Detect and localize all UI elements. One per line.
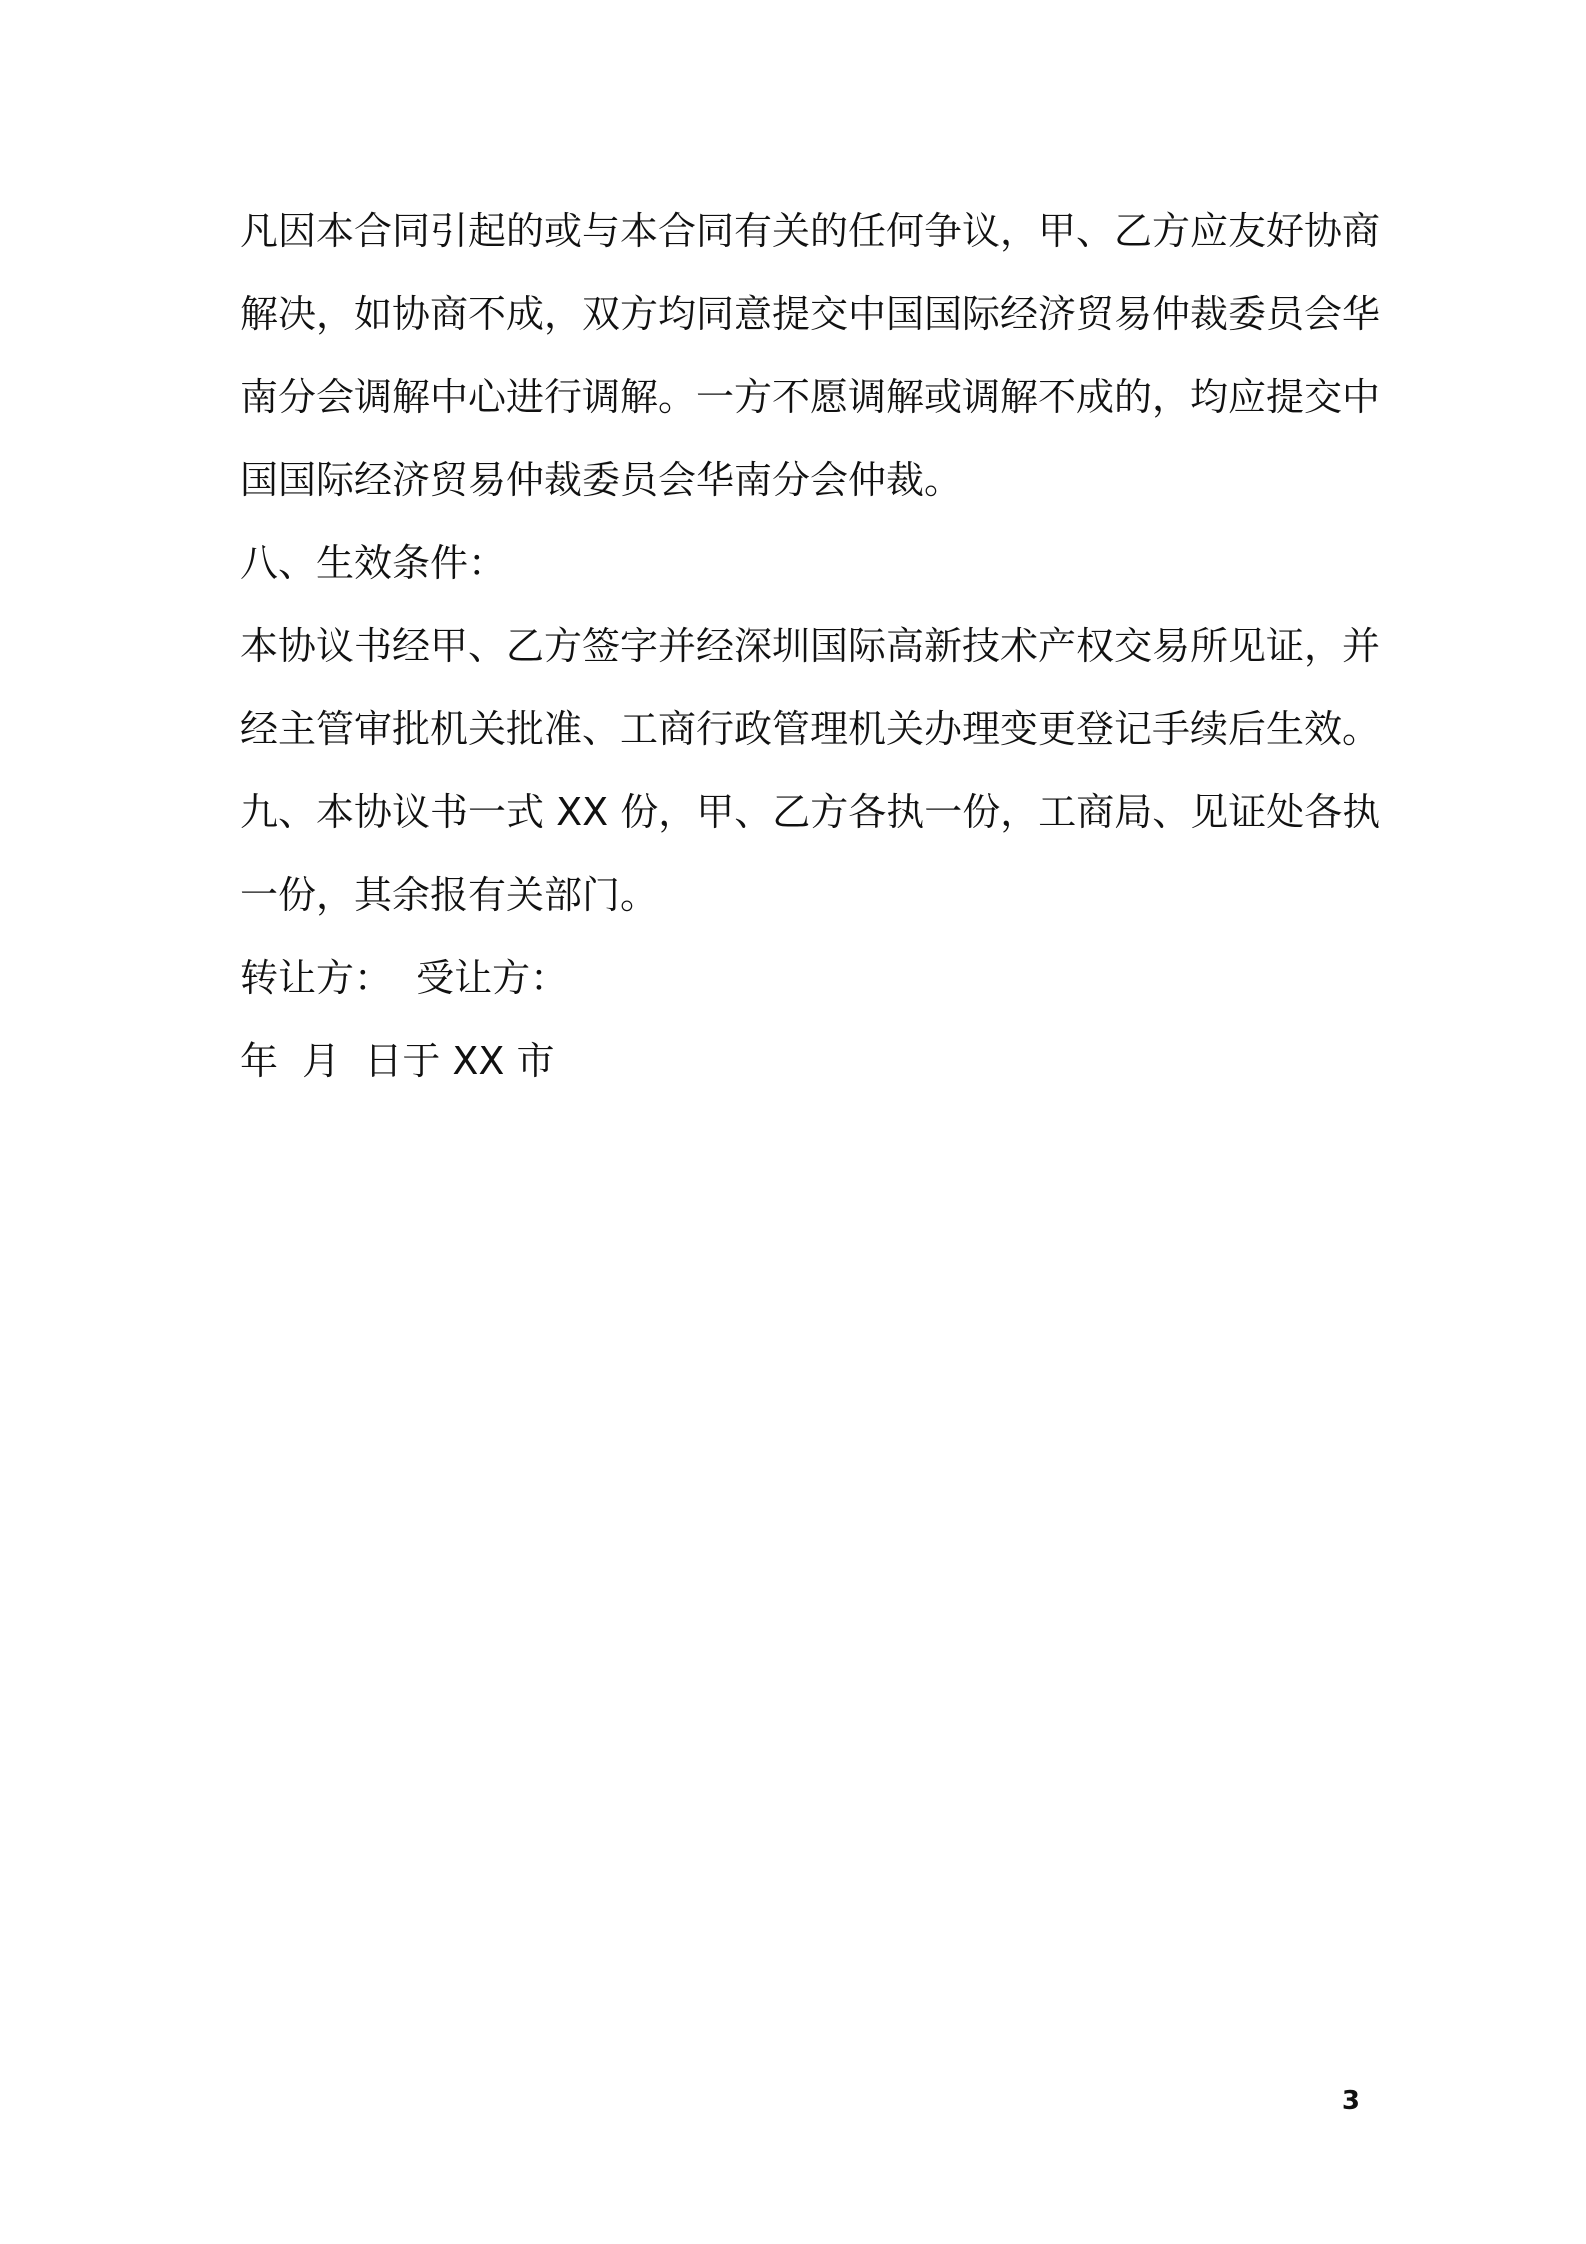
section-heading: 八、生效条件： xyxy=(240,541,507,585)
signature-parties: 转让方： 受让方： xyxy=(240,956,569,1000)
text-line: 解决，如协商不成，双方均同意提交中国国际经济贸易仲裁委员会华 xyxy=(240,292,1381,336)
text-line: 一份，其余报有关部门。 xyxy=(240,873,659,917)
signature-date: 年 月 日于 XX 市 xyxy=(240,1039,555,1083)
document-body xyxy=(240,190,1381,1103)
text-line: 经主管审批机关批准、工商行政管理机关办理变更登记手续后生效。 xyxy=(240,707,1381,751)
text-line: 南分会调解中心进行调解。一方不愿调解或调解不成的，均应提交中 xyxy=(240,375,1381,419)
text-line: 九、本协议书一式 XX 份，甲、乙方各执一份，工商局、见证处各执 xyxy=(240,790,1381,834)
text-line: 凡因本合同引起的或与本合同有关的任何争议，甲、乙方应友好协商 xyxy=(240,209,1381,253)
page-number: 3 xyxy=(1341,2086,1360,2116)
text-line: 国国际经济贸易仲裁委员会华南分会仲裁。 xyxy=(240,458,963,502)
text-line: 本协议书经甲、乙方签字并经深圳国际高新技术产权交易所见证，并 xyxy=(240,624,1381,668)
